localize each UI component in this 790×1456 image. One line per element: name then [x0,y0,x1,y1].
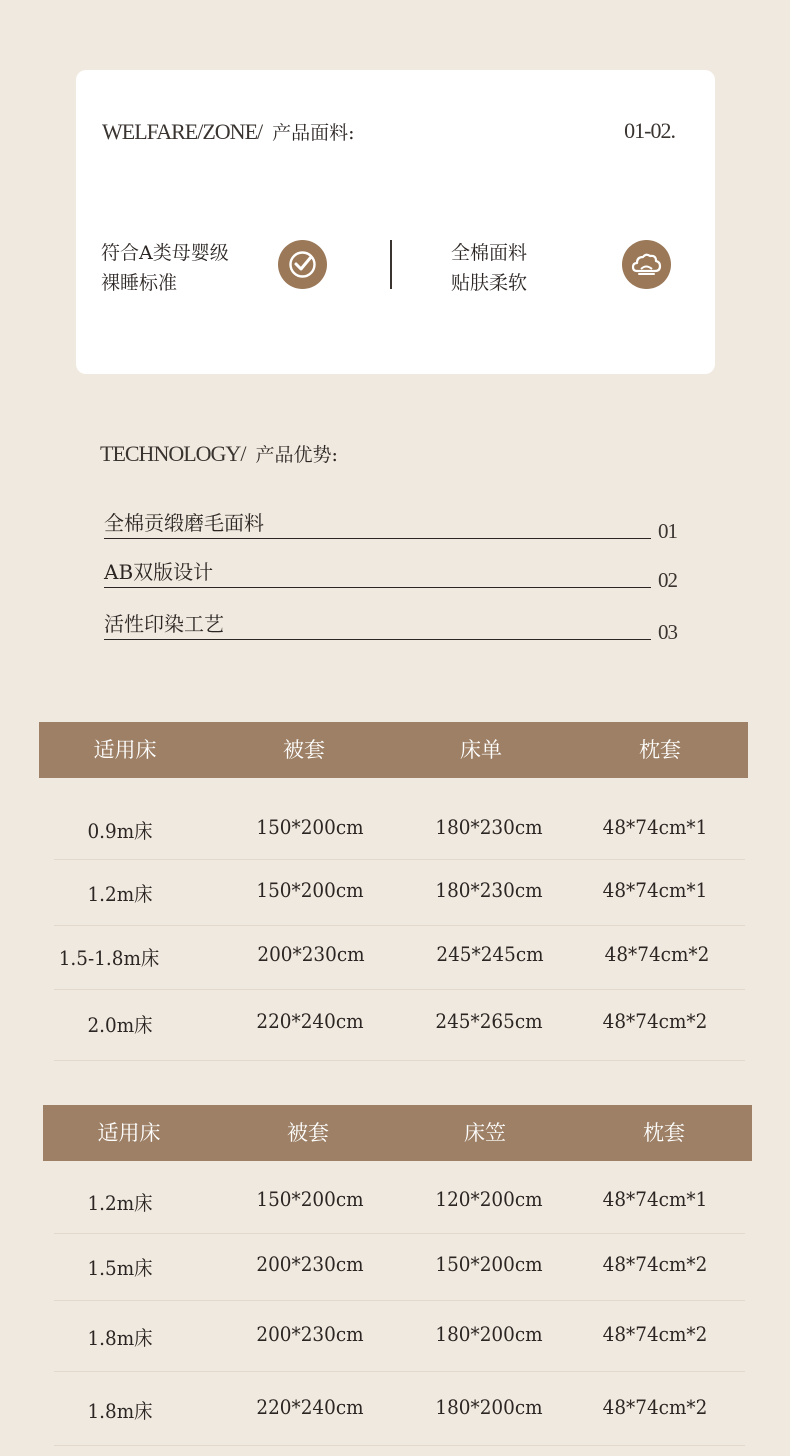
cell-duvet: 220*240cm [256,1009,364,1033]
welfare-label-cn: 产品面料: [272,122,355,144]
cell-fitted-sheet: 180*200cm [435,1395,543,1419]
cell-duvet: 150*200cm [256,878,364,902]
table1-header-pillow: 枕套 [639,738,681,762]
cell-bed: 0.9m床 [87,819,153,843]
welfare-card [76,70,715,374]
row-divider [54,925,745,926]
cell-bed: 1.5-1.8m床 [58,946,160,970]
cell-duvet: 200*230cm [256,1322,364,1346]
welfare-heading [102,118,355,145]
advantage-item-3: 活性印染工艺 [104,609,651,640]
cell-bed: 2.0m床 [87,1013,153,1037]
row-divider [54,1300,745,1301]
cell-duvet: 150*200cm [256,1187,364,1211]
cell-pillow: 48*74cm*1 [602,878,708,902]
cell-pillow: 48*74cm*1 [602,1187,708,1211]
welfare-label-en: WELFARE/ZONE/ [102,119,263,144]
cell-bed: 1.8m床 [87,1326,153,1350]
table1-header-bed: 适用床 [93,738,157,762]
advantage-num-3: 03 [658,620,677,644]
table2-header-fitted-sheet: 床笠 [464,1121,506,1145]
row-divider [54,1233,745,1234]
advantage-num-2: 02 [658,568,677,592]
feature-standard-line2: 裸睡标准 [101,272,178,294]
row-divider [54,1445,745,1446]
table1-header [39,722,748,778]
cell-pillow: 48*74cm*2 [602,1252,708,1276]
advantage-num-1: 01 [658,519,677,543]
row-divider [54,1060,745,1061]
advantage-item-1: 全棉贡缎磨毛面料 [104,508,651,539]
welfare-number: 01-02. [624,118,675,143]
cell-pillow: 48*74cm*2 [604,942,710,966]
technology-heading [100,440,338,467]
cell-fitted-sheet: 120*200cm [435,1187,543,1211]
check-badge-icon [278,240,327,289]
cell-fitted-sheet: 180*200cm [435,1322,543,1346]
row-divider [54,989,745,990]
technology-label-cn: 产品优势: [255,444,338,466]
feature-cotton [451,238,527,298]
cell-bed: 1.2m床 [87,1191,153,1215]
table2-header-pillow: 枕套 [643,1121,685,1145]
cell-duvet: 150*200cm [256,815,364,839]
cell-pillow: 48*74cm*2 [602,1322,708,1346]
feature-cotton-line1: 全棉面料 [451,242,528,264]
cell-pillow: 48*74cm*1 [602,815,708,839]
cell-sheet: 180*230cm [435,878,543,902]
feature-standard [101,238,229,298]
cell-pillow: 48*74cm*2 [602,1009,708,1033]
table1-header-duvet: 被套 [283,738,325,762]
cell-duvet: 220*240cm [256,1395,364,1419]
table2-header-duvet: 被套 [287,1121,329,1145]
row-divider [54,859,745,860]
cell-fitted-sheet: 150*200cm [435,1252,543,1276]
cell-duvet: 200*230cm [257,942,365,966]
technology-label-en: TECHNOLOGY/ [100,441,246,466]
cell-duvet: 200*230cm [256,1252,364,1276]
cell-bed: 1.5m床 [87,1256,153,1280]
cotton-cloud-icon [622,240,671,289]
table2-header [43,1105,752,1161]
row-divider [54,1371,745,1372]
table2-header-bed: 适用床 [97,1121,161,1145]
cell-sheet: 245*245cm [436,942,544,966]
cell-bed: 1.8m床 [87,1399,153,1423]
feature-standard-line1: 符合A类母婴级 [101,242,229,264]
table1-header-sheet: 床单 [460,738,502,762]
cell-pillow: 48*74cm*2 [602,1395,708,1419]
cell-sheet: 245*265cm [435,1009,543,1033]
cell-sheet: 180*230cm [435,815,543,839]
advantage-item-2: AB双版设计 [104,557,651,588]
feature-divider [390,240,392,289]
cell-bed: 1.2m床 [87,882,153,906]
feature-cotton-line2: 贴肤柔软 [451,272,528,294]
